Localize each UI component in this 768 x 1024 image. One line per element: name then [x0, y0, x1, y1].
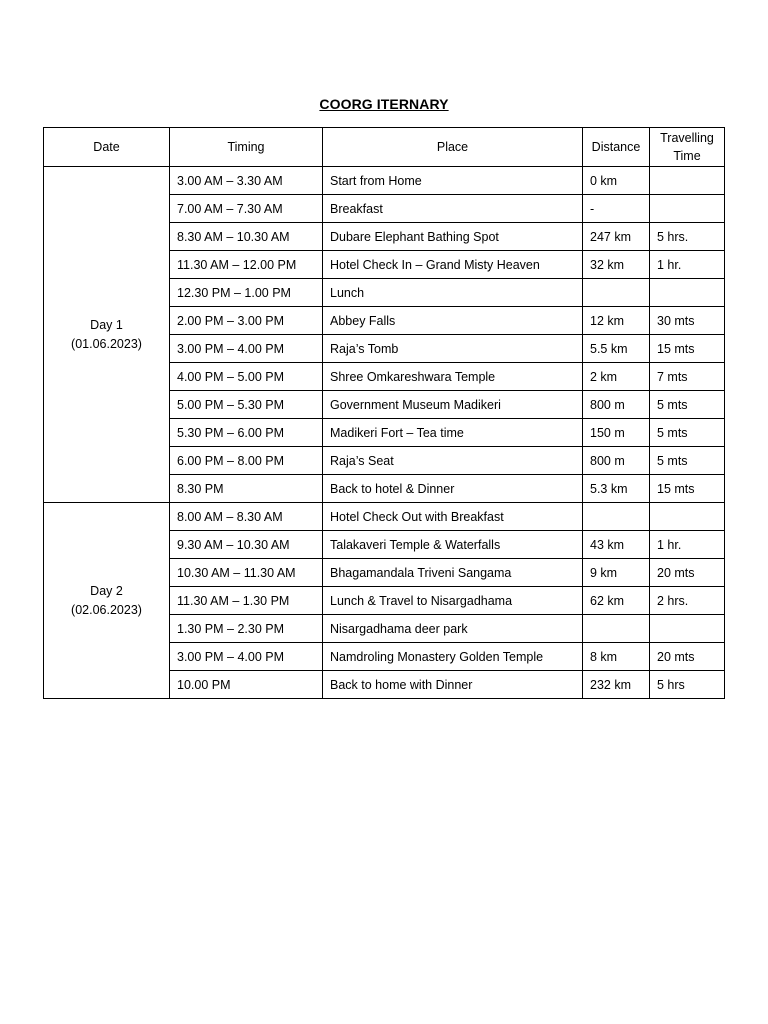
place-cell: Back to home with Dinner	[323, 671, 583, 699]
travel-time-cell: 1 hr.	[650, 251, 725, 279]
place-cell: Shree Omkareshwara Temple	[323, 363, 583, 391]
timing-cell: 10.30 AM – 11.30 AM	[170, 559, 323, 587]
timing-cell: 11.30 AM – 12.00 PM	[170, 251, 323, 279]
place-cell: Government Museum Madikeri	[323, 391, 583, 419]
travel-time-cell	[650, 195, 725, 223]
timing-cell: 12.30 PM – 1.00 PM	[170, 279, 323, 307]
timing-cell: 4.00 PM – 5.00 PM	[170, 363, 323, 391]
place-cell: Nisargadhama deer park	[323, 615, 583, 643]
place-cell: Lunch & Travel to Nisargadhama	[323, 587, 583, 615]
day-cell	[44, 503, 170, 699]
distance-cell: 2 km	[583, 363, 650, 391]
travel-time-cell: 5 mts	[650, 419, 725, 447]
day-label: Day 1	[90, 317, 123, 332]
itinerary-table	[43, 127, 725, 699]
place-cell: Breakfast	[323, 195, 583, 223]
timing-cell: 5.30 PM – 6.00 PM	[170, 419, 323, 447]
itinerary-body	[44, 167, 725, 699]
day-label: Day 2	[90, 583, 123, 598]
distance-cell: 62 km	[583, 587, 650, 615]
table-row	[44, 167, 725, 195]
travel-time-cell: 5 mts	[650, 447, 725, 475]
place-cell: Talakaveri Temple & Waterfalls	[323, 531, 583, 559]
travel-time-cell: 5 hrs	[650, 671, 725, 699]
timing-cell: 2.00 PM – 3.00 PM	[170, 307, 323, 335]
travel-time-cell: 2 hrs.	[650, 587, 725, 615]
header-date: Date	[44, 128, 170, 167]
header-place: Place	[323, 128, 583, 167]
document-title: COORG ITERNARY	[319, 96, 449, 112]
timing-cell: 8.00 AM – 8.30 AM	[170, 503, 323, 531]
distance-cell: -	[583, 195, 650, 223]
travel-time-cell: 15 mts	[650, 475, 725, 503]
timing-cell: 10.00 PM	[170, 671, 323, 699]
distance-cell: 800 m	[583, 391, 650, 419]
table-row	[44, 503, 725, 531]
day-date: (01.06.2023)	[71, 336, 142, 351]
place-cell: Raja’s Seat	[323, 447, 583, 475]
day-date: (02.06.2023)	[71, 602, 142, 617]
header-travelling-time: Travelling Time	[650, 128, 725, 167]
place-cell: Back to hotel & Dinner	[323, 475, 583, 503]
distance-cell: 8 km	[583, 643, 650, 671]
timing-cell: 3.00 AM – 3.30 AM	[170, 167, 323, 195]
distance-cell: 43 km	[583, 531, 650, 559]
timing-cell: 9.30 AM – 10.30 AM	[170, 531, 323, 559]
travel-time-cell: 1 hr.	[650, 531, 725, 559]
travel-time-cell: 20 mts	[650, 559, 725, 587]
day-cell	[44, 167, 170, 503]
place-cell: Bhagamandala Triveni Sangama	[323, 559, 583, 587]
distance-cell: 9 km	[583, 559, 650, 587]
travel-time-cell: 30 mts	[650, 307, 725, 335]
distance-cell: 5.3 km	[583, 475, 650, 503]
distance-cell: 0 km	[583, 167, 650, 195]
place-cell: Madikeri Fort – Tea time	[323, 419, 583, 447]
travel-time-cell: 15 mts	[650, 335, 725, 363]
place-cell: Hotel Check In – Grand Misty Heaven	[323, 251, 583, 279]
timing-cell: 1.30 PM – 2.30 PM	[170, 615, 323, 643]
distance-cell: 800 m	[583, 447, 650, 475]
place-cell: Namdroling Monastery Golden Temple	[323, 643, 583, 671]
header-timing: Timing	[170, 128, 323, 167]
distance-cell: 12 km	[583, 307, 650, 335]
distance-cell: 247 km	[583, 223, 650, 251]
timing-cell: 6.00 PM – 8.00 PM	[170, 447, 323, 475]
timing-cell: 7.00 AM – 7.30 AM	[170, 195, 323, 223]
header-row	[44, 128, 725, 167]
distance-cell: 32 km	[583, 251, 650, 279]
distance-cell: 5.5 km	[583, 335, 650, 363]
timing-cell: 8.30 PM	[170, 475, 323, 503]
distance-cell: 232 km	[583, 671, 650, 699]
travel-time-cell: 5 mts	[650, 391, 725, 419]
place-cell: Abbey Falls	[323, 307, 583, 335]
place-cell: Lunch	[323, 279, 583, 307]
distance-cell	[583, 615, 650, 643]
travel-time-cell	[650, 615, 725, 643]
timing-cell: 8.30 AM – 10.30 AM	[170, 223, 323, 251]
place-cell: Hotel Check Out with Breakfast	[323, 503, 583, 531]
travel-time-cell	[650, 503, 725, 531]
travel-time-cell	[650, 167, 725, 195]
place-cell: Dubare Elephant Bathing Spot	[323, 223, 583, 251]
travel-time-cell: 20 mts	[650, 643, 725, 671]
header-distance: Distance	[583, 128, 650, 167]
timing-cell: 3.00 PM – 4.00 PM	[170, 643, 323, 671]
timing-cell: 3.00 PM – 4.00 PM	[170, 335, 323, 363]
distance-cell	[583, 503, 650, 531]
travel-time-cell	[650, 279, 725, 307]
place-cell: Start from Home	[323, 167, 583, 195]
travel-time-cell: 7 mts	[650, 363, 725, 391]
distance-cell: 150 m	[583, 419, 650, 447]
place-cell: Raja’s Tomb	[323, 335, 583, 363]
distance-cell	[583, 279, 650, 307]
timing-cell: 11.30 AM – 1.30 PM	[170, 587, 323, 615]
timing-cell: 5.00 PM – 5.30 PM	[170, 391, 323, 419]
travel-time-cell: 5 hrs.	[650, 223, 725, 251]
